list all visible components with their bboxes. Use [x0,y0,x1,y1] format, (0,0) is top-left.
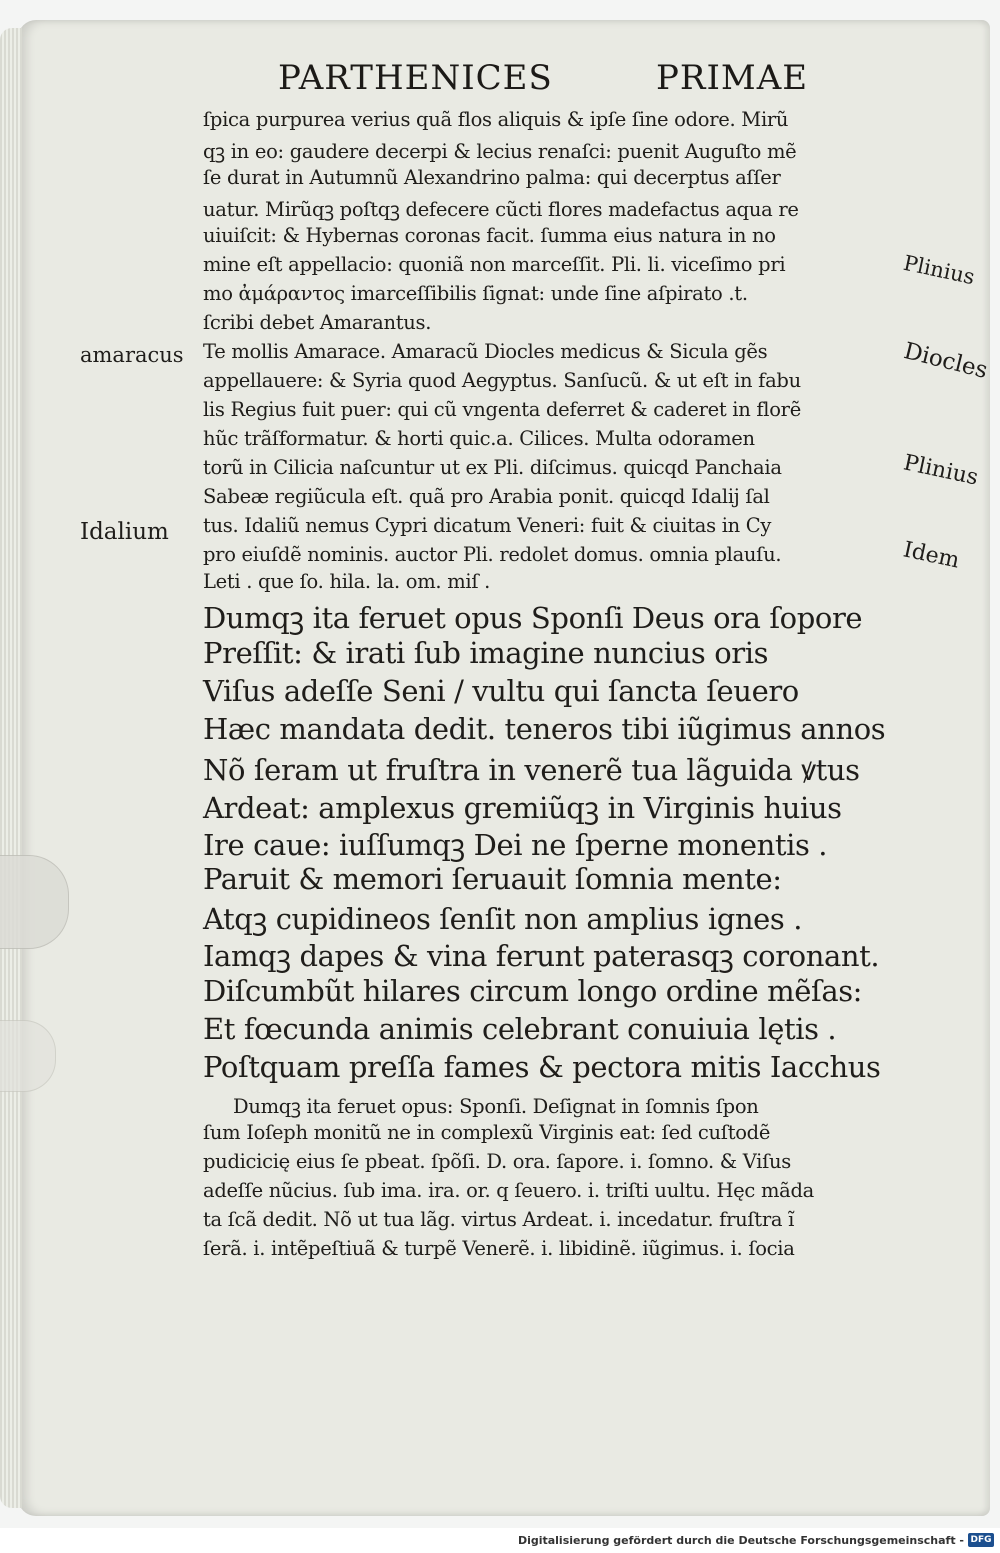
margin-note-right: Plinius [901,250,977,290]
footer-credit: Digitalisierung gefördert durch die Deutsche Forschungsgemeinschaft - [517,1534,964,1547]
margin-note-left: amaracus [80,343,184,367]
commentary-line: ſpica purpurea verius quã flos aliquis & ipſe ſine odore. Mirũ [203,108,789,131]
verse-line: Dumqꝫ ita feruet opus Sponſi Deus ora ſopore [203,601,863,635]
commentary-line: Leti . que ſo. hila. la. om. miſ . [203,570,491,593]
margin-note-right: Diocles [901,338,991,384]
commentary-line: ſe durat in Autumnũ Alexandrino palma: qui decerptus aſſer [203,166,781,189]
commentary-line: appellauere: & Syria quod Aegyptus. Sanſucũ. & ut eſt in fabu [203,369,801,392]
commentary-line: pudicicię eius ſe pbeat. ſpõſi. D. ora. ſapore. i. ſomno. & Viſus [203,1150,791,1173]
commentary-line: Te mollis Amarace. Amaracũ Diocles medicus & Sicula gẽs [203,340,768,363]
running-header [278,58,838,98]
commentary-line: uatur. Mirũqꝫ poſtqꝫ defecere cũcti flores madefactus aqua re [203,198,799,221]
verse-line: Hæc mandata dedit. teneros tibi iũgimus annos [203,712,886,746]
verse-line: Poſtquam preſſa fames & pectora mitis Iacchus [203,1050,881,1084]
verse-line: Ardeat: amplexus gremiũqꝫ in Virginis huius [203,791,842,825]
verse-line: Diſcumbũt hilares circum longo ordine mẽſas: [203,974,863,1008]
header-left: PARTHENICES [278,58,553,98]
verse-line: Et fœcunda animis celebrant conuiuia lętis . [203,1012,837,1046]
commentary-line: ta ſcã dedit. Nõ ut tua lãg. virtus Ardeat. i. incedatur. fruſtra ĩ [203,1208,795,1231]
verse-line: Ire caue: iuſſumqꝫ Dei ne ſperne monentis . [203,828,828,862]
verse-line: Nõ ſeram ut fruſtra in venerẽ tua lãguida ꝟtus [203,753,860,787]
margin-note-right: Plinius [901,450,981,491]
book-clasp-shadow [0,1020,56,1092]
commentary-line: tus. Idaliũ nemus Cypri dicatum Veneri: fuit & ciuitas in Cy [203,514,772,537]
dfg-logo: DFG [968,1533,994,1547]
commentary-line: Dumqꝫ ita feruet opus: Sponſi. Deſignat in ſomnis ſpon [233,1095,759,1118]
commentary-line: ſcribi debet Amarantus. [203,311,432,334]
footer-bar [0,1528,1000,1553]
verse-line: Iamqꝫ dapes & vina ferunt paterasqꝫ coronant. [203,939,880,973]
commentary-line: qꝫ in eo: gaudere decerpi & lecius renaſci: puenit Auguſto mẽ [203,140,797,163]
commentary-line: mine eſt appellacio: quoniã non marceſſit. Pli. li. viceſimo pri [203,253,786,276]
header-right: PRIMAE [656,58,809,98]
commentary-line: lis Regius fuit puer: qui cũ vngenta deferret & caderet in florẽ [203,398,801,421]
verse-line: Viſus adeſſe Seni / vultu qui ſancta ſeuero [203,674,799,708]
commentary-line: hũc trãſformatur. & horti quic.a. Cilices. Multa odoramen [203,427,755,450]
commentary-line: adeſſe nũcius. ſub ima. ira. or. q ſeuero. i. triſti uultu. Hęc mãda [203,1179,814,1202]
page-edges [0,28,22,1508]
book-clasp [0,855,69,949]
commentary-line: torũ in Cilicia naſcuntur ut ex Pli. diſcimus. quicqd Panchaia [203,456,782,479]
commentary-line: mo ἀμάραντος imarceſſibilis ſignat: unde ſine aſpirato .t. [203,282,748,305]
commentary-line: ſum Ioſeph monitũ ne in complexũ Virginis eat: ſed cuſtodẽ [203,1121,771,1144]
margin-note-left: Idalium [80,519,169,545]
verse-line: Preſſit: & irati ſub imagine nuncius oris [203,636,769,670]
verse-line: Paruit & memori ſeruauit ſomnia mente: [203,862,782,896]
commentary-line: ſerã. i. intẽpeſtiuã & turpẽ Venerẽ. i. libidinẽ. iũgimus. i. ſocia [203,1237,795,1260]
verse-line: Atqꝫ cupidineos ſenſit non amplius ignes . [203,902,803,936]
commentary-line: uiuiſcit: & Hybernas coronas facit. ſumma eius natura in no [203,224,776,247]
commentary-line: Sabeæ regiũcula eſt. quã pro Arabia ponit. quicqd Idalij ſal [203,485,770,508]
margin-note-right: Idem [901,537,962,574]
commentary-line: pro eiuſdẽ nominis. auctor Pli. redolet domus. omnia plauſu. [203,543,782,566]
